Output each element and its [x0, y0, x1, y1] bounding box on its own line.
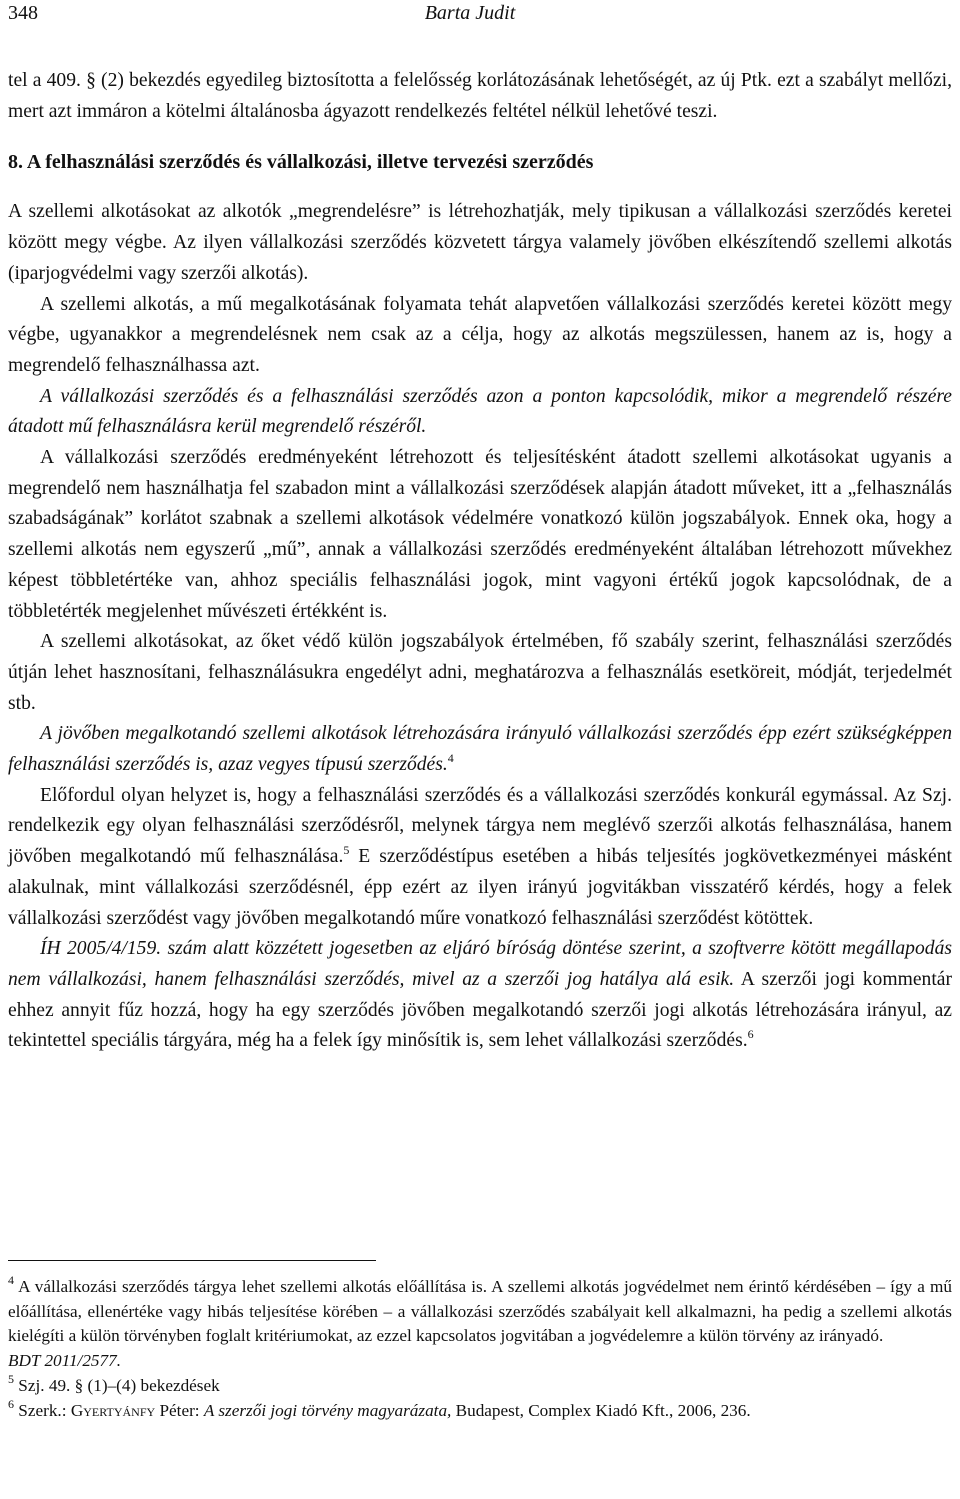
section-heading: 8. A felhasználási szerződés és vállalkozási, illetve tervezési szerződés — [8, 151, 594, 174]
footnote-6-prefix: Szerk.: — [14, 1400, 71, 1420]
paragraph-7 — [8, 781, 952, 935]
page-number: 348 — [8, 2, 38, 24]
footnote-6-given-name: Péter: — [155, 1400, 204, 1420]
running-header — [8, 2, 932, 30]
paragraph-7-part-b: E szerződéstípus esetében a hibás teljesítés jogkövetkezményei másként alakulnak, mint vállalkozási szerződésnél, épp ezért az ilyen irányú jogvitákban visszatérő kérdés, hogy a felek vállalkozási szerződést vagy jövőben megalkotandó műre vonatkozó felhasználási szerződést kötöttek. — [8, 846, 952, 929]
footnote-4-citation: BDT 2011/2577. — [8, 1351, 122, 1371]
intro-paragraph: tel a 409. § (2) bekezdés egyedileg biztosította a felelősség korlátozásának lehetőségét, az új Ptk. ezt a szabályt mellőzi, mert azt immáron a kötelmi általánosba ágyazott rendelkezés feltétel nélkül lehetővé teszi. — [8, 70, 952, 122]
footnote-6-mark: 6 — [8, 1396, 14, 1411]
paragraph-8-italic: ÍH 2005/4/159. szám alatt közzétett jogesetben az eljáró bíróság döntése szerint, a szoftverre kötött megállapodás nem vállalkozási, hanem felhasználási szerződés, mivel az a szerzői jog hatálya alá esik. — [8, 938, 952, 990]
paragraph-6-italic: A jövőben megalkotandó szellemi alkotások létrehozására irányuló vállalkozási szerződés épp ezért szükségképpen felhasználási szerződés is, azaz vegyes típusú szerződés. — [8, 723, 952, 776]
paragraph-8 — [8, 934, 952, 1057]
footnote-ref-6[interactable]: 6 — [747, 1027, 754, 1042]
footnote-5-mark: 5 — [8, 1371, 14, 1386]
paragraph-8-rest: A szerzői jogi kommentár ehhez annyit fűz hozzá, hogy ha egy szerződés jövőben megalkotandó szerzői jogi alkotás létrehozására irányul, az tekintettel speciális tárgyára, még ha a felek így minősítik is, sem lehet vállalkozási szerződés. — [8, 968, 952, 1052]
footnote-6-publisher: Budapest, Complex Kiadó Kft., 2006, 236. — [451, 1400, 751, 1420]
footnote-ref-5[interactable]: 5 — [343, 843, 350, 858]
paragraph-3-italic: A vállalkozási szerződés és a felhasználási szerződés azon a ponton kapcsolódik, mikor a megrendelő részére átadott mű felhasználásra kerül megrendelő részéről. — [8, 385, 952, 438]
paragraph-2: A szellemi alkotás, a mű megalkotásának folyamata tehát alapvetően vállalkozási szerződés keretei között megy végbe, ugyanakkor a megrendelésnek nem csak az a célja, hogy az alkotás megszülessen, hanem az is, hogy a megrendelő felhasználhassa azt. — [8, 293, 952, 376]
paragraph-7-part-a: Előfordul olyan helyzet is, hogy a felhasználási szerződés és a vállalkozási szerződés konkurál egymással. Az Szj. rendelkezik egy olyan felhasználási szerződésről, melynek tárgya nem meglévő szerzői alkotás felhasználása, hanem jövőben megalkotandó mű felhasználása. — [8, 784, 952, 868]
running-author: Barta Judit — [424, 2, 516, 24]
paragraph-4: A vállalkozási szerződés eredményeként létrehozott és teljesítésként átadott szellemi alkotásokat ugyanis a megrendelő nem használhatja fel szabadon mint a vállalkozási szerződések alapján átadott műveket, itt a „felhasználás szabadságának” korlátot szabnak a szellemi alkotások védelmére vonatkozó külön jogszabályok. Ennek oka, hogy a szellemi alkotás nem egyszerű „mű”, annak a vállalkozási szerződés eredményeként általában létrehozott művekhez képest többletértéke van, ahhoz speciális felhasználási jogok, mint vagyoni értékű jogok kapcsolódnak, de a többletérték megjelenhet művészeti értékként is. — [8, 447, 952, 622]
footnote-5-text: Szj. 49. § (1)–(4) bekezdések — [14, 1375, 220, 1395]
footnote-4-text: A vállalkozási szerződés tárgya lehet szellemi alkotás előállítása is. A szellemi alkotás jogvédelmet nem érintő kérdésében – így a mű előállítása, ellenértéke vagy hibás teljesítése körében – a vállalkozási szerződés szabályait kell alkalmazni, ha pedig a szellemi alkotás kielégíti a külön törvényben foglalt kritériumokat, az ezzel kapcsolatos jogvitában a jogvédelemre a külön törvény az irányadó. — [8, 1277, 952, 1346]
main-text — [8, 66, 952, 1057]
footnote-4 — [8, 1275, 952, 1374]
paragraph-5: A szellemi alkotásokat, az őket védő külön jogszabályok értelmében, fő szabály szerint, felhasználási szerződés útján lehet hasznosítani, felhasználásukra engedélyt adni, meghatározva a felhasználás esetköreit, módját, terjedelmét stb. — [8, 631, 952, 714]
footnote-4-mark: 4 — [8, 1273, 14, 1287]
footnote-ref-4[interactable]: 4 — [447, 751, 454, 766]
footnotes — [8, 1275, 952, 1423]
footnote-5 — [8, 1371, 952, 1399]
paragraph-6 — [8, 719, 952, 780]
paragraph-1: A szellemi alkotásokat az alkotók „megrendelésre” is létrehozhatják, mely tipikusan a vállalkozási szerződés keretei között megy végbe. Az ilyen vállalkozási szerződés közvetett tárgya valamely jövőben elkészítendő szellemi alkotás (iparjogvédelmi vagy szerzői alkotás). — [8, 201, 952, 284]
footnote-6-title: A szerzői jogi törvény magyarázata, — [203, 1400, 452, 1420]
footnote-separator — [8, 1260, 376, 1261]
footnote-6 — [8, 1396, 952, 1424]
footnote-6-author: Gyertyánfy — [70, 1400, 156, 1420]
